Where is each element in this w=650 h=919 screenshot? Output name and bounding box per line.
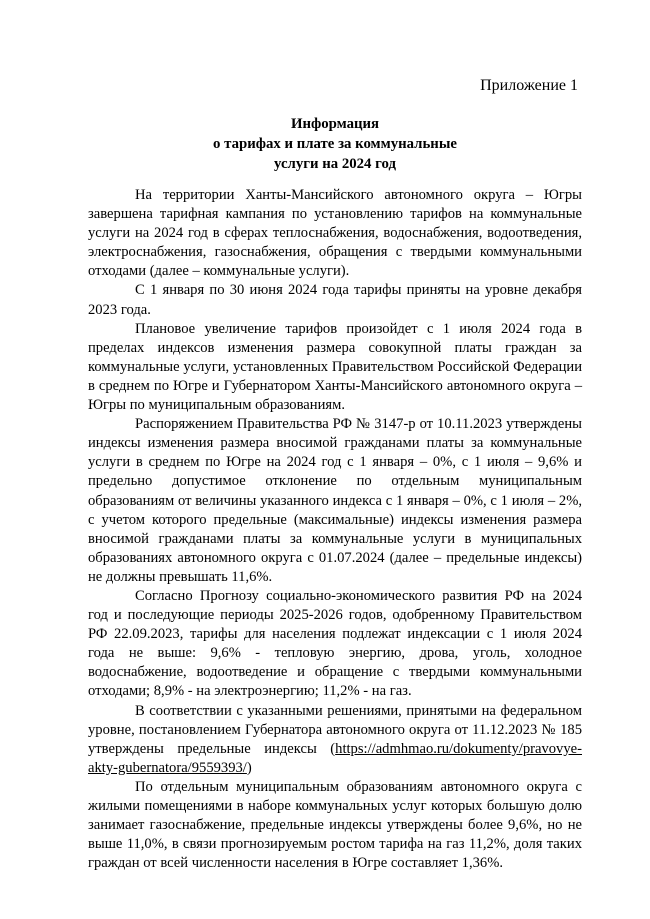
title-line-2: о тарифах и плате за коммунальные [213, 136, 457, 152]
decree-text: В соответствии с указанными решениями, принятыми на федеральном уровне, постановлением Губернатора автономного округа от 11.12.2023 № 185 утверждены предельные индексы ( [88, 702, 582, 757]
document-body [88, 186, 582, 873]
title-line-1: Информация [290, 116, 380, 132]
title-line-3: услуги на 2024 год [274, 156, 396, 172]
paragraph-gas-supply: По отдельным муниципальным образованиям автономного округа с жилыми помещениями в наборе коммунальных услуг которых большую долю занимает газоснабжение, предельные индексы утверждены более 9,6%, но не выше 11,0%, в связи прогнозируемым ростом тарифа на газ 11,2%, доля таких граждан от всей численности населения в Югре составляет 1,36%. [88, 778, 582, 872]
paragraph-government-order: Распоряжением Правительства РФ № 3147-р от 10.11.2023 утверждены индексы изменения размера вносимой гражданами платы за коммунальные услуги в среднем по Югре на 2024 год с 1 января – 0%, с 1 июля – 9,6% и предельно допустимое отклонение по отдельным муниципальным образованиям от величины указанного индекса с 1 января – 0%, с 1 июля – 2%, с учетом которого предельные (максимальные) индексы изменения размера вносимой гражданами платы за коммунальные услуги в муниципальных образованиях автономного округа с 01.07.2024 (далее – предельные индексы) не должны превышать 11,6%. [88, 416, 582, 585]
appendix-label: Приложение 1 [480, 77, 578, 94]
decree-text-end: ) [246, 759, 252, 776]
decree-link[interactable]: https://admhmao.ru/dokumenty/pravovye-akty-gubernatora/9559393/ [88, 740, 582, 776]
paragraph-planned-increase: Плановое увеличение тарифов произойдет с 1 июля 2024 года в пределах индексов изменения размера совокупной платы граждан за коммунальные услуги, установленных Правительством Российской Федерации в среднем по Югре и Губернатором Ханты-Мансийского автономного округа – Югры по муниципальным образованиям. [88, 320, 582, 414]
document-title [88, 114, 582, 174]
paragraph-forecast: Согласно Прогнозу социально-экономического развития РФ на 2024 год и последующие периоды 2025-2026 годов, одобренному Правительством РФ 22.09.2023, тарифы для населения подлежат индексации с 1 июля 2024 года не выше: 9,6% - тепловую энергию, дрова, уголь, холодное водоснабжение, водоотведение и обращение с твердыми коммунальными отходами; 8,9% - на электроэнергию; 11,2% - на газ. [88, 587, 582, 700]
paragraph-governor-decree [88, 702, 582, 778]
paragraph-tariff-campaign: На территории Ханты-Мансийского автономного округа – Югры завершена тарифная кампания по установлению тарифов на коммунальные услуги на 2024 год в сферах теплоснабжения, водоснабжения, водоотведения, электроснабжения, газоснабжения, обращения с твердыми коммунальными отходами (далее – коммунальные услуги). [88, 187, 582, 280]
paragraph-first-half-year: С 1 января по 30 июня 2024 года тарифы приняты на уровне декабря 2023 года. [88, 282, 582, 318]
